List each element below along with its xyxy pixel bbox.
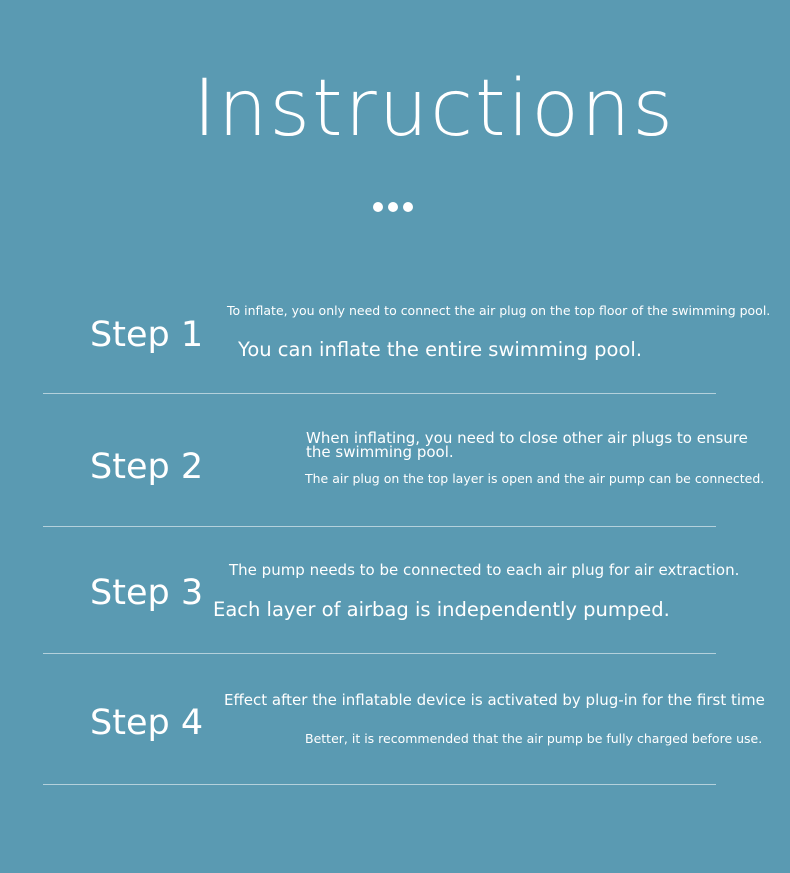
step-3-text-1: The pump needs to be connected to each air plug for air extraction. bbox=[229, 561, 740, 579]
divider bbox=[43, 784, 716, 785]
step-4-text-1: Effect after the inflatable device is activated by plug-in for the first time bbox=[224, 691, 765, 709]
step-1-text-1: To inflate, you only need to connect the air plug on the top floor of the swimming pool. bbox=[227, 303, 771, 318]
dot-icon bbox=[373, 202, 383, 212]
step-2-label: Step 2 bbox=[90, 447, 204, 487]
dot-icon bbox=[403, 202, 413, 212]
divider bbox=[43, 653, 716, 654]
divider bbox=[43, 393, 716, 394]
step-1-text-2: You can inflate the entire swimming pool. bbox=[238, 338, 643, 361]
step-4-text-2: Better, it is recommended that the air pump be fully charged before use. bbox=[305, 731, 763, 746]
step-3-text-2: Each layer of airbag is independently pumped. bbox=[213, 598, 670, 621]
step-2-text-1: When inflating, you need to close other air plugs to ensure the swimming pool. bbox=[306, 429, 748, 462]
step-3-label: Step 3 bbox=[90, 573, 204, 613]
divider bbox=[43, 526, 716, 527]
page-title: Instructions bbox=[192, 64, 676, 154]
ellipsis-icon bbox=[373, 202, 413, 212]
step-4-label: Step 4 bbox=[90, 703, 204, 743]
step-1-label: Step 1 bbox=[90, 315, 204, 355]
step-2-text-2: The air plug on the top layer is open and the air pump can be connected. bbox=[305, 471, 765, 486]
dot-icon bbox=[388, 202, 398, 212]
